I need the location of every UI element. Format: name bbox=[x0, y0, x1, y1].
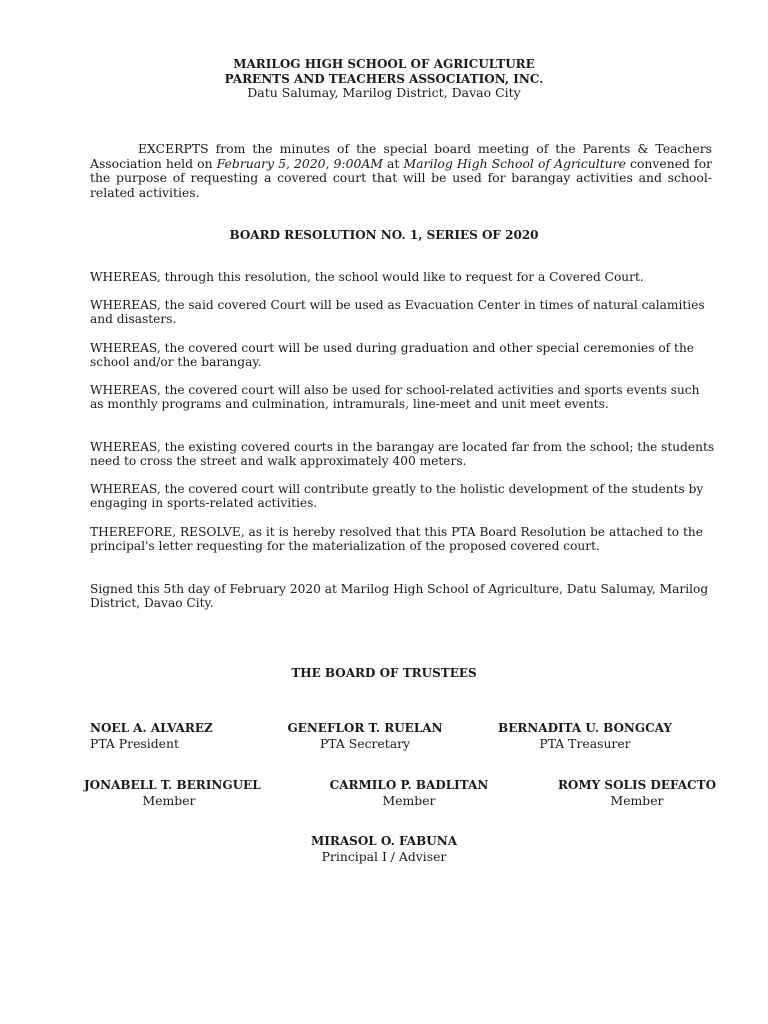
whereas-paragraph-2: WHEREAS, the said covered Court will be used as Evacuation Center in times of natural calamities and disasters. bbox=[90, 298, 705, 327]
signed-paragraph: Signed this 5th day of February 2020 at Marilog High School of Agriculture, Datu Salumay, Marilog District, Davao City. bbox=[90, 582, 709, 611]
signatory-treasurer bbox=[490, 721, 680, 751]
signatory-name: GENEFLOR T. RUELAN bbox=[287, 721, 443, 735]
board-title: THE BOARD OF TRUSTEES bbox=[291, 666, 477, 680]
signatory-role: PTA Treasurer bbox=[539, 736, 631, 751]
whereas-paragraph-1: WHEREAS, through this resolution, the school would like to request for a Covered Court. bbox=[90, 270, 644, 284]
signatory-member-3 bbox=[537, 778, 737, 808]
resolve-paragraph: THEREFORE, RESOLVE, as it is hereby resolved that this PTA Board Resolution be attached to the principal's letter requesting for the materialization of the proposed covered court. bbox=[90, 525, 703, 554]
resolution-title: BOARD RESOLUTION NO. 1, SERIES OF 2020 bbox=[229, 228, 539, 242]
school-address: Datu Salumay, Marilog District, Davao City bbox=[247, 85, 521, 100]
signatory-name: NOEL A. ALVAREZ bbox=[90, 721, 213, 735]
signatory-role: Member bbox=[382, 793, 436, 808]
whereas-paragraph-4: WHEREAS, the covered court will also be used for school-related activities and sports events such as monthly programs and culmination, intramurals, line-meet and unit meet events. bbox=[90, 383, 700, 412]
signatory-name: ROMY SOLIS DEFACTO bbox=[557, 778, 717, 792]
signatory-role: Principal I / Adviser bbox=[321, 849, 447, 864]
signatory-role: Member bbox=[142, 793, 196, 808]
signatory-name: JONABELL T. BERINGUEL bbox=[84, 778, 261, 792]
excerpt-text-1: EXCERPTS from the minutes of the special board meeting of the Parents & Teachers Association held on bbox=[90, 141, 712, 171]
letterhead bbox=[0, 57, 768, 101]
signatory-role: PTA President bbox=[90, 736, 179, 751]
whereas-paragraph-5: WHEREAS, the existing covered courts in the barangay are located far from the school; the students need to cross the street and walk approximately 400 meters. bbox=[90, 440, 715, 469]
association-name: PARENTS AND TEACHERS ASSOCIATION, INC. bbox=[224, 71, 544, 86]
meeting-venue: Marilog High School of Agriculture bbox=[403, 155, 626, 171]
signatory-principal bbox=[284, 834, 484, 864]
school-name: MARILOG HIGH SCHOOL OF AGRICULTURE bbox=[233, 57, 535, 71]
excerpt-paragraph bbox=[90, 142, 712, 200]
signatory-name: BERNADITA U. BONGCAY bbox=[498, 721, 672, 735]
meeting-date: February 5, 2020, 9:00AM bbox=[216, 155, 383, 171]
whereas-paragraph-3: WHEREAS, the covered court will be used during graduation and other special ceremonies of the school and/or the barangay. bbox=[90, 341, 695, 370]
signatory-name: CARMILO P. BADLITAN bbox=[329, 778, 489, 792]
excerpt-text-2: at bbox=[382, 155, 404, 171]
signatory-role: PTA Secretary bbox=[319, 736, 411, 751]
whereas-paragraph-6: WHEREAS, the covered court will contribute greatly to the holistic development of the students by engaging in sports-related activities. bbox=[90, 482, 704, 511]
signatory-member-1 bbox=[84, 778, 261, 808]
signatory-secretary bbox=[265, 721, 465, 751]
signatory-role: Member bbox=[610, 793, 664, 808]
signatory-member-2 bbox=[319, 778, 499, 808]
signatory-president bbox=[90, 721, 213, 751]
excerpt-text-3: convened for the purpose of requesting a covered court that will be used for barangay activities and school-related activities. bbox=[90, 155, 712, 200]
signatory-name: MIRASOL O. FABUNA bbox=[310, 834, 458, 848]
